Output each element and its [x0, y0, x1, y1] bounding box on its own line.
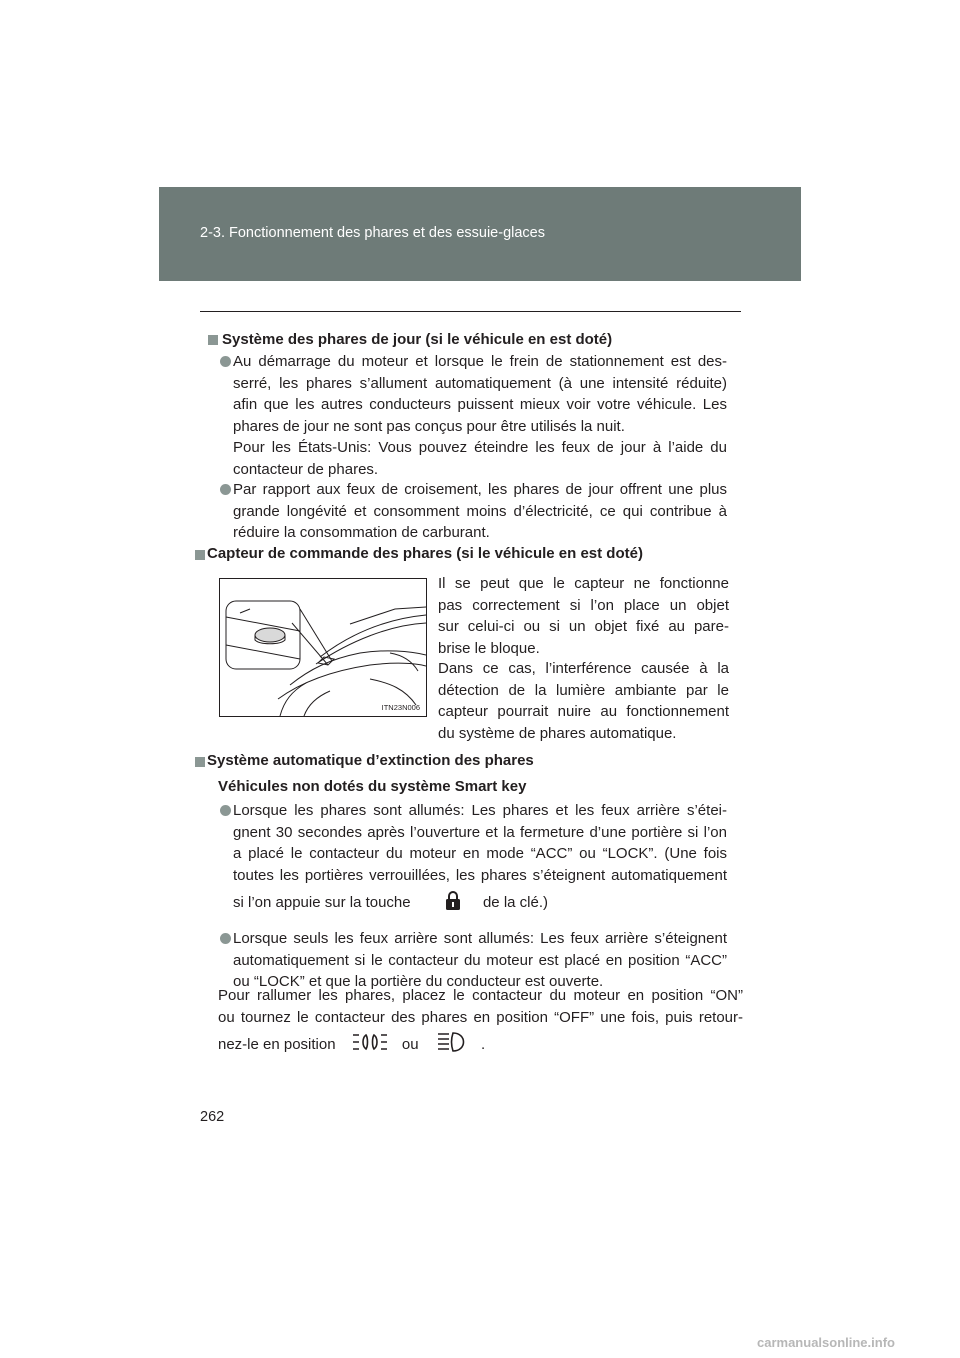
text-span: si l’on appuie sur la touche	[233, 894, 411, 912]
round-bullet	[220, 805, 231, 816]
text-line: pas correctement si l’on place un objet	[438, 596, 729, 614]
text-line: afin que les autres conducteurs puissent mieux voir votre véhicule. Les	[233, 396, 727, 413]
footer-watermark: carmanualsonline.info	[757, 1335, 895, 1350]
text-line: toutes les portières verrouillées, les phares s’éteignent automatiquement	[233, 866, 727, 884]
auto-off-bullet-1-end	[233, 890, 548, 917]
text-line: réduire la consommation de carburant.	[233, 524, 490, 541]
text-span: de la clé.)	[482, 894, 549, 912]
sensor-para-1	[438, 573, 729, 659]
text-line: gnent 30 secondes après l’ouverture et la fermeture d’une portière si l’on	[233, 823, 727, 841]
text-span: .	[480, 1036, 486, 1054]
figure-code: ITN23N006	[381, 703, 420, 712]
windshield-sensor-illustration	[220, 579, 426, 716]
square-bullet	[208, 335, 218, 345]
tail-lights-icon	[352, 1031, 388, 1060]
text-line: Par rapport aux feux de croisement, les phares de jour offrent une plus	[233, 481, 727, 498]
text-line: phares de jour ne sont pas conçus pour être utilisés la nuit.	[233, 417, 625, 435]
text-line: Pour les États-Unis: Vous pouvez éteindre les feux de jour à l’aide du	[233, 439, 727, 456]
text-span: nez-le en position	[218, 1036, 336, 1054]
text-line: du système de phares automatique.	[438, 724, 677, 742]
auto-off-para-end	[218, 1031, 485, 1060]
text-line: détection de la lumière ambiante par le	[438, 681, 729, 699]
text-line: sur celui-ci ou si un objet fixé au pare-	[438, 618, 729, 635]
text-line: capteur pourrait nuire au fonctionnement	[438, 703, 729, 720]
auto-off-bullet-2	[233, 928, 727, 993]
text-line: ou tournez le contacteur des phares en position “OFF” une fois, puis retour-	[218, 1008, 743, 1026]
text-line: Au démarrage du moteur et lorsque le frein de stationnement est des-	[233, 353, 727, 370]
auto-off-heading: Système automatique d’extinction des phares	[207, 752, 534, 769]
drl-heading: Système des phares de jour (si le véhicule en est doté)	[222, 331, 613, 348]
page-number: 262	[200, 1109, 225, 1125]
text-line: ou “LOCK” et que la portière du conducteur est ouverte.	[233, 973, 604, 990]
text-line: contacteur de phares.	[233, 460, 379, 478]
section-title: 2-3. Fonctionnement des phares et des essuie-glaces	[200, 225, 545, 241]
auto-off-para	[218, 985, 743, 1028]
round-bullet	[220, 933, 231, 944]
drl-bullet-1	[233, 351, 727, 480]
text-line: brise le bloque.	[438, 639, 540, 657]
text-line: Il se peut que le capteur ne fonctionne	[438, 575, 729, 592]
auto-off-subheading: Véhicules non dotés du système Smart key	[218, 778, 527, 795]
auto-off-bullet-1	[233, 800, 727, 886]
text-line: Pour rallumer les phares, placez le contacteur du moteur en position “ON”	[218, 987, 743, 1004]
text-line: a placé le contacteur du moteur en mode “ACC” ou “LOCK”. (Une fois	[233, 845, 727, 862]
lock-icon	[445, 890, 461, 917]
round-bullet	[220, 356, 231, 367]
text-line: Dans ce cas, l’interférence causée à la	[438, 660, 729, 677]
sensor-figure	[219, 578, 427, 717]
text-line: grande longévité et consomment moins d’électricité, ce qui contribue à	[233, 502, 727, 520]
square-bullet	[195, 550, 205, 560]
header-band	[159, 187, 801, 281]
square-bullet	[195, 757, 205, 767]
headlight-icon	[437, 1031, 467, 1060]
divider	[200, 311, 741, 312]
round-bullet	[220, 484, 231, 495]
drl-bullet-2	[233, 479, 727, 544]
sensor-para-2	[438, 658, 729, 744]
text-span: ou	[401, 1036, 419, 1054]
text-line: Lorsque seuls les feux arrière sont allumés: Les feux arrière s’éteignent	[233, 930, 727, 947]
text-line: Lorsque les phares sont allumés: Les phares et les feux arrière s’étei-	[233, 802, 727, 819]
sensor-heading: Capteur de commande des phares (si le véhicule en est doté)	[207, 545, 643, 562]
text-line: serré, les phares s’allument automatiquement (à une intensité réduite)	[233, 374, 727, 392]
text-line: automatiquement si le contacteur du moteur est placé en position “ACC”	[233, 951, 727, 969]
